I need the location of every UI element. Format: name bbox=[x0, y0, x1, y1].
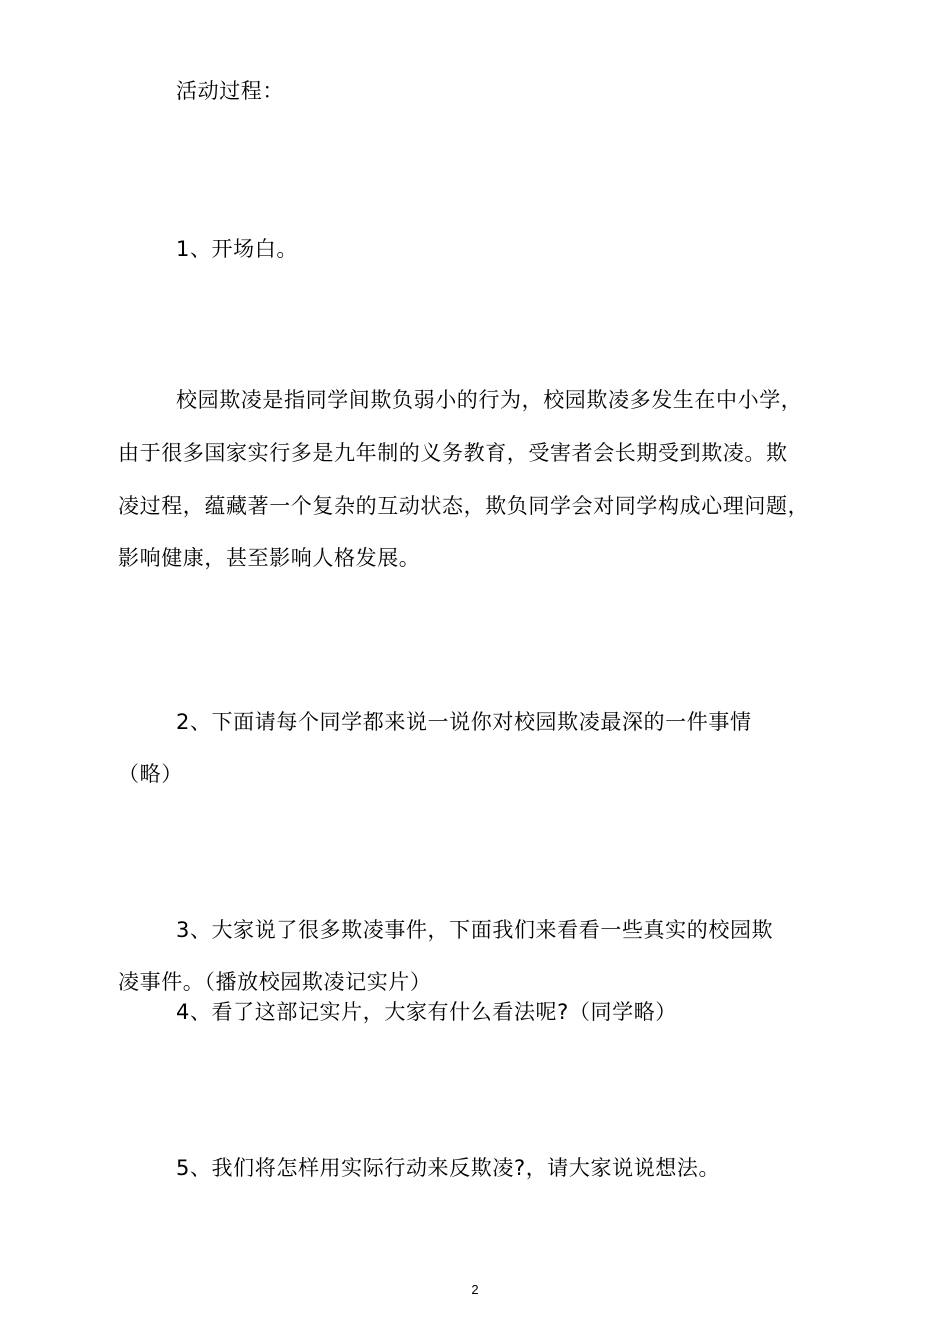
paragraph-1-line-3: 凌过程，蕴藏著一个复杂的互动状态，欺负同学会对同学构成心理问题， bbox=[118, 494, 810, 518]
item-1-text: 1、开场白。 bbox=[176, 237, 298, 261]
item-2-line-2: （略） bbox=[118, 762, 183, 786]
paragraph-1-line-1: 校园欺凌是指同学间欺负弱小的行为，校园欺凌多发生在中小学， bbox=[176, 388, 803, 412]
item-5-text: 5、我们将怎样用实际行动来反欺凌?，请大家说说想法。 bbox=[176, 1156, 721, 1180]
page-number: 2 bbox=[471, 1282, 479, 1297]
item-3-line-2: 凌事件。（播放校园欺凌记实片） bbox=[118, 970, 432, 994]
item-3-line-1: 3、大家说了很多欺凌事件，下面我们来看看一些真实的校园欺 bbox=[176, 918, 774, 942]
item-2-line-1: 2、下面请每个同学都来说一说你对校园欺凌最深的一件事情 bbox=[176, 710, 752, 734]
item-4-text: 4、看了这部记实片，大家有什么看法呢?（同学略） bbox=[176, 1000, 677, 1024]
paragraph-1-line-4: 影响健康，甚至影响人格发展。 bbox=[118, 546, 421, 570]
section-heading: 活动过程： bbox=[176, 79, 284, 103]
paragraph-1-line-2: 由于很多国家实行多是九年制的义务教育，受害者会长期受到欺凌。欺 bbox=[118, 441, 788, 465]
